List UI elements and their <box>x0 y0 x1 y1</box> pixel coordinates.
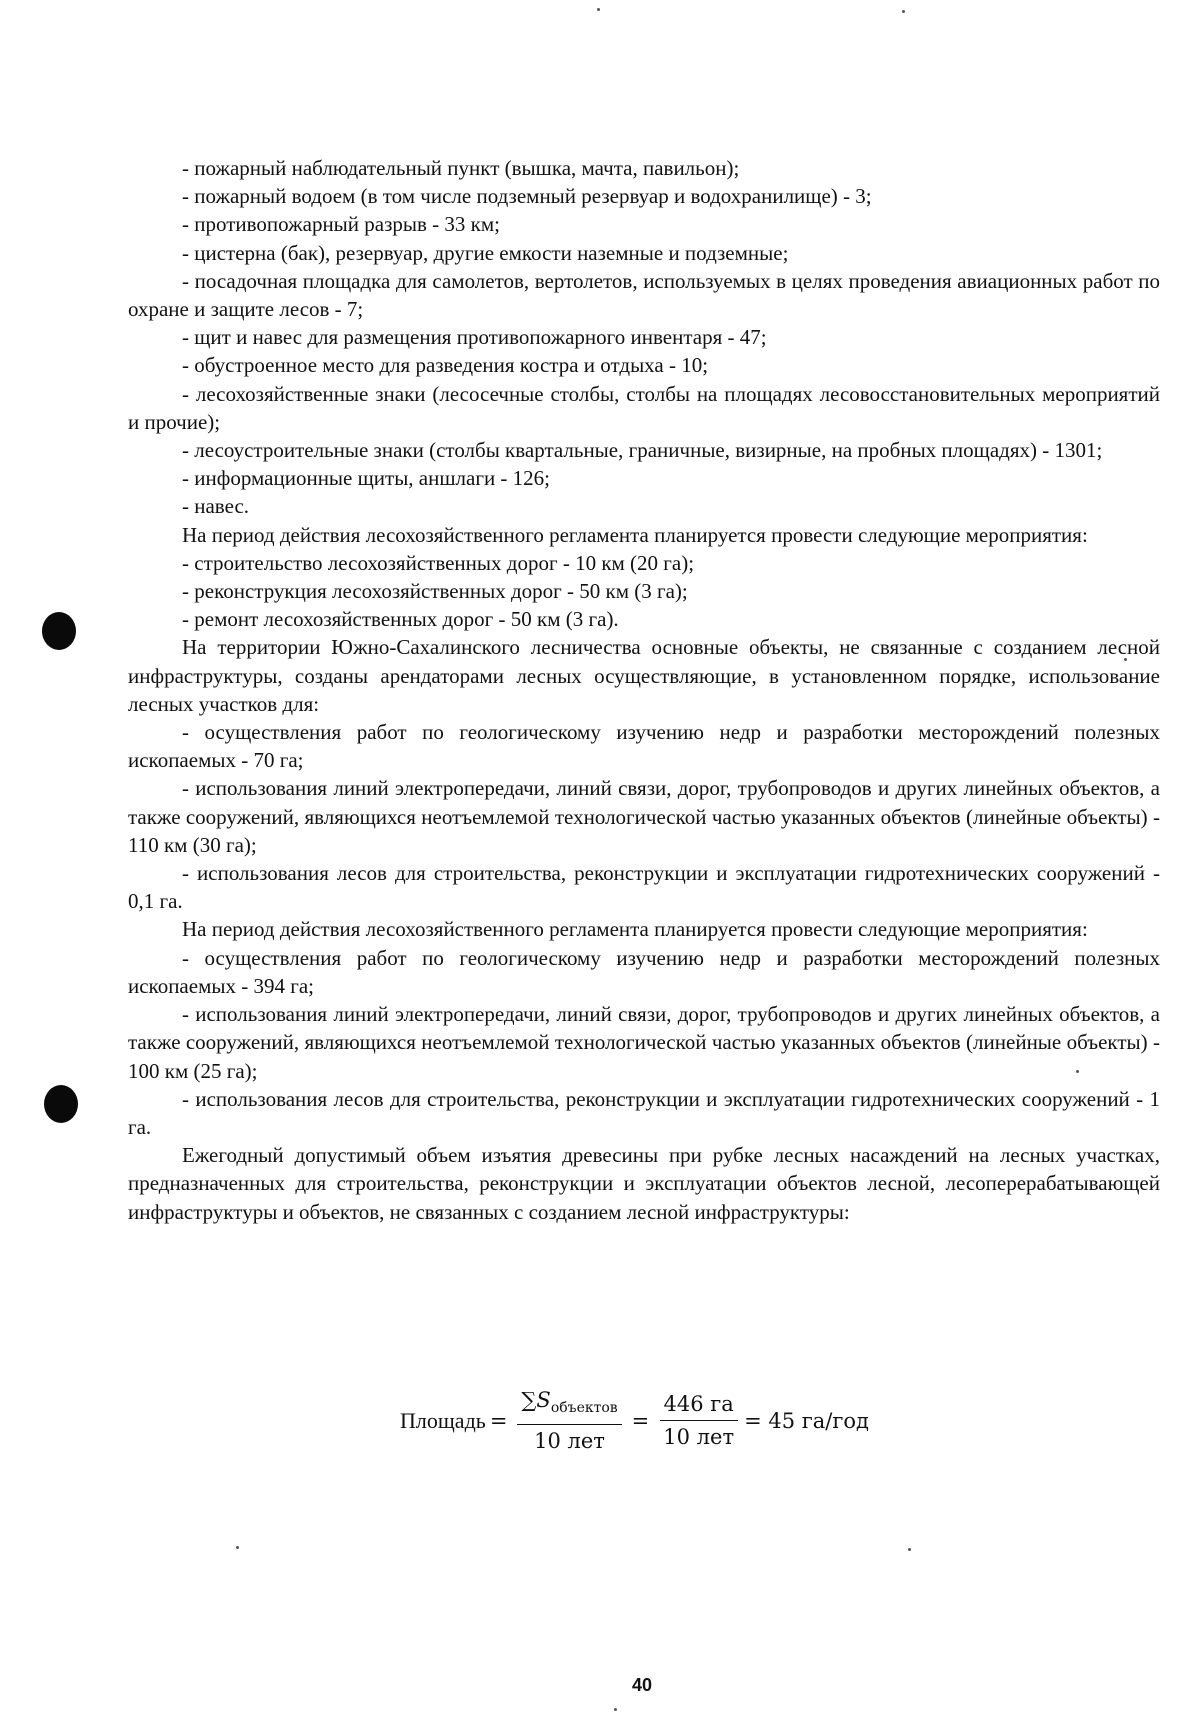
page-number: 40 <box>631 1675 653 1695</box>
paragraph: - лесоустроительные знаки (столбы квартальные, граничные, визирные, на пробных площадях) - 1301; <box>182 438 1103 463</box>
paragraph: - осуществления работ по геологическому изучению недр и разработки месторождений полезных ископаемых - 70 га; <box>128 720 1160 773</box>
paragraph: - использования лесов для строительства, реконструкции и эксплуатации гидротехнических сооружений - 0,1 га. <box>128 861 1160 914</box>
paragraph: - противопожарный разрыв - 33 км; <box>182 212 500 237</box>
paragraph: - реконструкция лесохозяйственных дорог - 50 км (3 га); <box>182 579 688 604</box>
formula-equals: = <box>489 1408 508 1433</box>
formula-fraction-sum <box>517 1386 621 1455</box>
scan-speck <box>902 10 905 13</box>
paragraph: - осуществления работ по геологическому изучению недр и разработки месторождений полезных ископаемых - 394 га; <box>128 945 1160 998</box>
paragraph: На период действия лесохозяйственного регламента планируется провести следующие мероприятия: <box>182 917 1088 942</box>
fraction-denominator: 10 лет <box>663 1425 735 1449</box>
paragraph: - использования лесов для строительства, реконструкции и эксплуатации гидротехнических сооружений - 1 га. <box>128 1086 1160 1139</box>
sigma-symbol: ∑ <box>521 1388 537 1412</box>
paragraph: - пожарный водоем (в том числе подземный резервуар и водохранилище) - 3; <box>182 184 872 209</box>
fraction-numerator: 446 га <box>660 1390 738 1421</box>
paragraph: На территории Южно-Сахалинского лесничества основные объекты, не связанные с созданием лесной инфраструктуры, созданы арендаторами лесных осуществляющие, в установленном порядке, использование лесных участков для: <box>128 635 1160 716</box>
paragraph: - информационные щиты, аншлаги - 126; <box>182 466 551 491</box>
scan-speck <box>597 8 600 11</box>
paragraph: - цистерна (бак), резервуар, другие емкости наземные и подземные; <box>182 240 789 265</box>
paragraph: - использования линий электропередачи, линий связи, дорог, трубопроводов и других линейных объектов, а также сооружений, являющихся неотъемлемой технологической частью указанных объектов (линейные объекты) - 110 км (30 га); <box>128 776 1160 857</box>
paragraph: - лесохозяйственные знаки (лесосечные столбы, столбы на площадях лесовосстановительных мероприятий и прочие); <box>128 381 1160 434</box>
paragraph: - посадочная площадка для самолетов, вертолетов, используемых в целях проведения авиационных работ по охране и защите лесов - 7; <box>128 268 1160 322</box>
paragraph: На период действия лесохозяйственного регламента планируется провести следующие мероприятия: <box>182 522 1088 547</box>
area-subscript: объектов <box>550 1400 618 1416</box>
formula-lhs: Площадь <box>400 1407 486 1433</box>
punch-hole <box>44 1085 78 1123</box>
scan-speck <box>908 1548 911 1551</box>
scan-speck <box>236 1546 239 1549</box>
punch-hole <box>42 612 76 650</box>
area-variable: S <box>536 1388 551 1412</box>
formula-fraction-values <box>659 1390 738 1451</box>
paragraph: - навес. <box>182 494 250 519</box>
formula-result: = 45 га/год <box>744 1408 869 1433</box>
paragraph: - обустроенное место для разведения костра и отдыха - 10; <box>182 353 709 378</box>
area-formula <box>400 1386 869 1455</box>
paragraph: Ежегодный допустимый объем изъятия древесины при рубке лесных насаждений на лесных участках, предназначенных для строительства, реконструкции и эксплуатации объектов лесной, лесоперерабатывающей инфраструктуры и объектов, не связанных с созданием лесной инфраструктуры: <box>128 1143 1160 1224</box>
paragraph: - строительство лесохозяйственных дорог - 10 км (20 га); <box>182 550 695 575</box>
paragraph: - ремонт лесохозяйственных дорог - 50 км (3 га). <box>182 607 619 632</box>
paragraph: - использования линий электропередачи, линий связи, дорог, трубопроводов и других линейных объектов, а также сооружений, являющихся неотъемлемой технологической частью указанных объектов (линейные объекты) - 100 км (25 га); <box>128 1002 1160 1083</box>
paragraph: - щит и навес для размещения противопожарного инвентаря - 47; <box>182 325 767 350</box>
fraction-numerator <box>517 1386 621 1425</box>
paragraph: - пожарный наблюдательный пункт (вышка, мачта, павильон); <box>182 156 740 180</box>
document-body <box>128 154 1160 1226</box>
formula-equals: = <box>631 1408 650 1433</box>
fraction-denominator: 10 лет <box>534 1429 605 1453</box>
scan-speck <box>614 1708 617 1711</box>
